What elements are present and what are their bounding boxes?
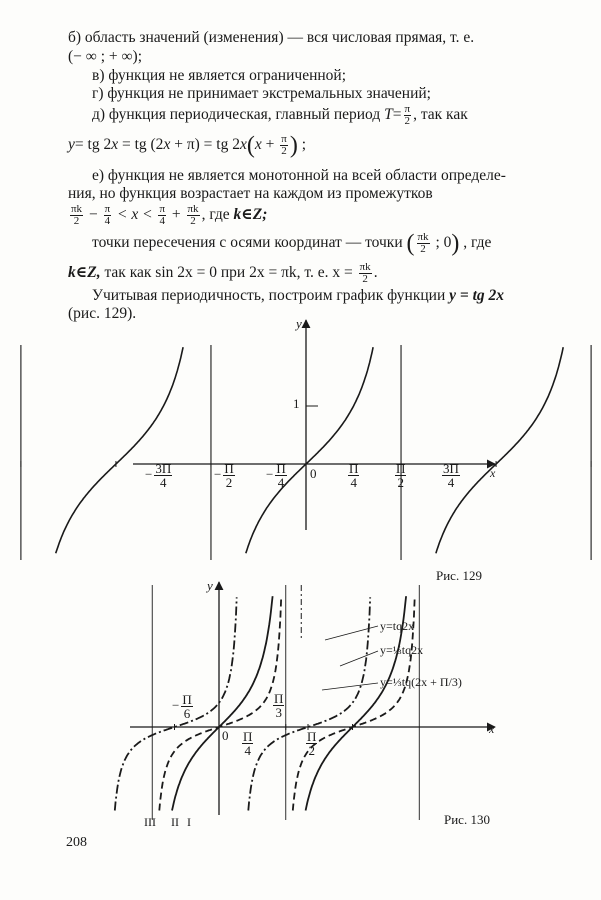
fig130-axis-y-label: y (207, 578, 213, 593)
line-unbounded: в) функция не является ограниченной; (92, 67, 347, 84)
fig129-x-label: − $\frac{3\Pi}{4}$ (145, 461, 172, 490)
fig130-label-pi2: $\frac{\Pi}{2}$ (307, 729, 317, 758)
fig129-x-label: $\frac{3\Pi}{4}$ (443, 461, 459, 490)
fig130-origin: 0 (222, 728, 229, 743)
fig130-label-pi4: $\frac{\Pi}{4}$ (243, 729, 253, 758)
line-period-formula: y= tg 2x = tg (2x + π) = tg 2x(x + $\frac{\pi}{2}$ ) ; (68, 132, 307, 159)
fig129-tan-branch (56, 347, 183, 553)
line-period: д) функция периодическая, главный период T= $\frac{\pi}{2}$ , так как (92, 102, 468, 127)
fig129-axis-x-label: x (490, 466, 496, 480)
fig129-caption: Рис. 129 (436, 568, 482, 583)
fig130-leader (325, 626, 378, 640)
fig129-x-label: $\frac{\Pi}{2}$ (396, 461, 406, 490)
fig130-legend-dashdot: y=⅓tq(2x + Π/3) (380, 675, 462, 689)
fig130-roman-2: II (171, 815, 179, 829)
fig130-curve-dashdot (248, 597, 370, 810)
line-fig-ref: (рис. 129). (68, 305, 137, 322)
line-range: б) область значений (изменения) — вся числовая прямая, т. е. (68, 29, 475, 46)
fig130-axis-x-label: x (489, 722, 495, 736)
fig129-x-label: $\frac{\Pi}{4}$ (349, 461, 359, 490)
fig130-legend-dashed: y=⅓tq2x (380, 643, 424, 657)
fig130-leader (322, 683, 378, 690)
fig129-origin: 0 (310, 466, 317, 481)
fig130-label-neg-pi6: − $\frac{\Pi}{6}$ (172, 692, 192, 721)
line-monotonic-2: ния, но функция возрастает на каждом из промежутков (68, 185, 433, 202)
line-intersections: точки пересечения с осями координат — точки ( $\frac{\pi k}{2}$ ; 0) , где (92, 230, 492, 257)
fig129-tan-branch (246, 347, 373, 553)
fig129-axis-y-label: y (296, 316, 302, 331)
line-extrema: г) функция не принимает экстремальных значений; (92, 85, 431, 102)
fig130-legend-solid: y=tq2x (380, 619, 415, 633)
fig130-roman-1: I (187, 815, 191, 829)
fig130-caption: Рис. 130 (444, 812, 490, 827)
fig129-tick-1: 1 (293, 396, 300, 411)
fig129-x-label: − $\frac{\Pi}{2}$ (214, 461, 234, 490)
fig129-tan-branch (436, 347, 563, 553)
fig129-x-label: − $\frac{\Pi}{4}$ (266, 461, 286, 490)
line-plot-intro: Учитывая периодичность, построим график функции y = tg 2x (92, 287, 505, 304)
page-number: 208 (66, 835, 87, 850)
fig130-leader (340, 651, 378, 666)
line-range-interval: (− ∞ ; + ∞); (68, 48, 143, 65)
fig130-roman-3: III (144, 815, 156, 829)
line-monotonic-1: е) функция не является монотонной на всей области определе- (92, 167, 506, 184)
fig130-label-pi3: $\frac{\Pi}{3}$ (274, 691, 284, 720)
line-interval: $\frac{\pi k}{2}$ − $\frac{\pi}{4}$ < x < $\frac{\pi}{4}$ + $\frac{\pi k}{2}$ , где k∈Z; (71, 202, 268, 227)
frac-pi-2: $\frac{\pi}{2}$ (404, 102, 411, 127)
line-zeros: k∈Z, так как sin 2x = 0 при 2x = πk, т. е. x = $\frac{\pi k}{2}$ . (68, 260, 378, 285)
